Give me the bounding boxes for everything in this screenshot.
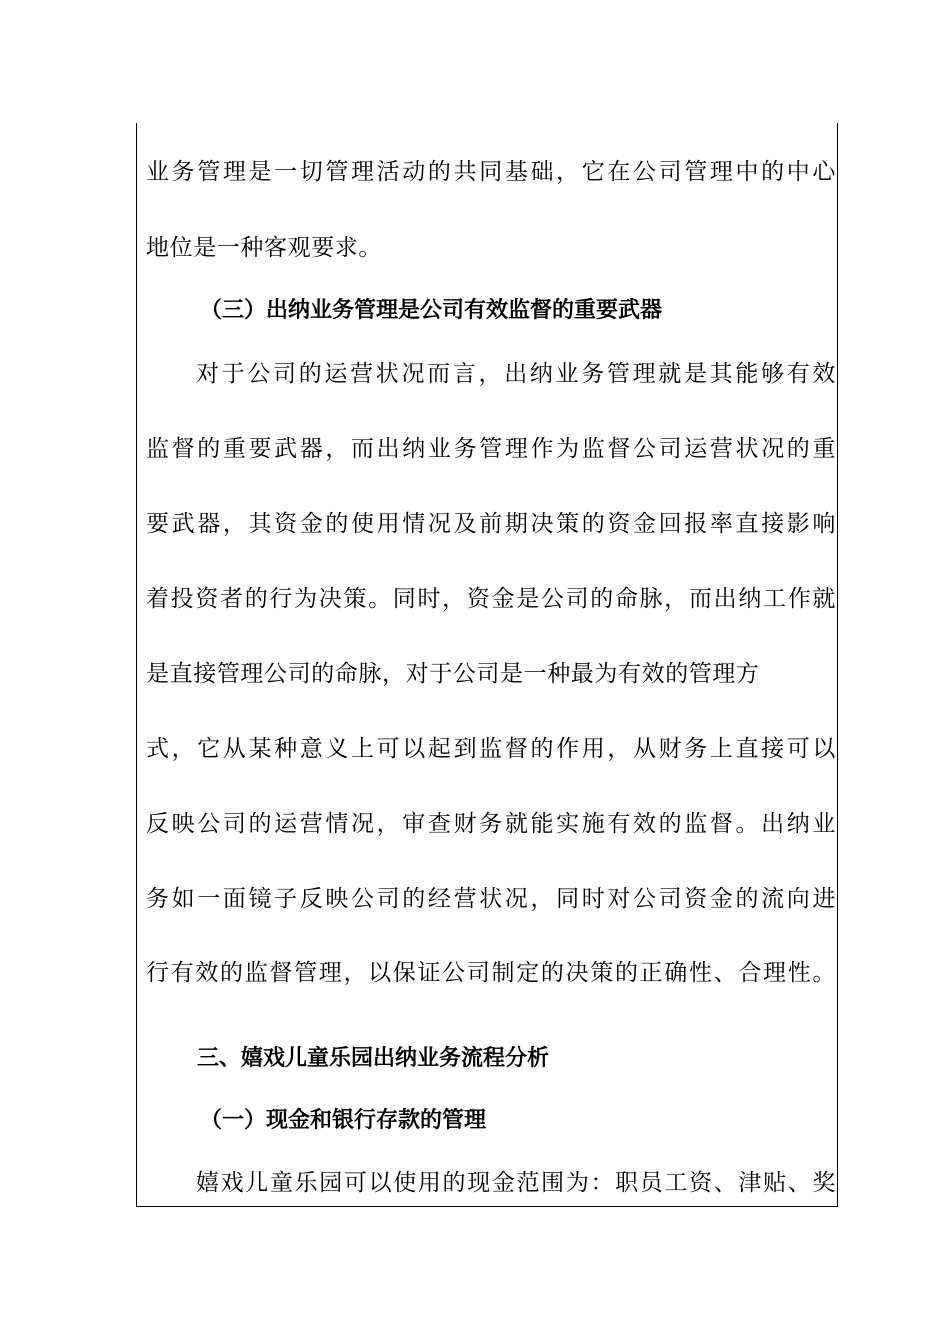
paragraph-line: 着投资者的行为决策。同时，资金是公司的命脉，而出纳工作就 <box>146 586 836 612</box>
paragraph-line: 对于公司的运营状况而言，出纳业务管理就是其能够有效 <box>196 361 836 387</box>
paragraph-line: 式，它从某种意义上可以起到监督的作用，从财务上直接可以 <box>146 736 836 762</box>
section-heading: （三）出纳业务管理是公司有效监督的重要武器 <box>200 298 663 323</box>
paragraph-line: 监督的重要武器，而出纳业务管理作为监督公司运营状况的重 <box>146 436 836 462</box>
paragraph-line: 是直接管理公司的命脉，对于公司是一种最为有效的管理方 <box>146 661 760 687</box>
paragraph-line: 务如一面镜子反映公司的经营状况，同时对公司资金的流向进 <box>146 886 836 912</box>
section-title: 三、嬉戏儿童乐园出纳业务流程分析 <box>197 1046 550 1071</box>
paragraph-line: 行有效的监督管理，以保证公司制定的决策的正确性、合理性。 <box>146 960 836 986</box>
paragraph-line: 反映公司的运营情况，审查财务就能实施有效的监督。出纳业 <box>146 811 836 837</box>
paragraph-line: 嬉戏儿童乐园可以使用的现金范围为：职员工资、津贴、奖 <box>196 1170 836 1196</box>
paragraph-line: 要武器，其资金的使用情况及前期决策的资金回报率直接影响 <box>146 511 836 537</box>
paragraph-line: 业务管理是一切管理活动的共同基础，它在公司管理中的中心 <box>146 159 836 185</box>
paragraph-line: 地位是一种客观要求。 <box>146 235 382 261</box>
subsection-title: （一）现金和银行存款的管理 <box>200 1108 487 1133</box>
